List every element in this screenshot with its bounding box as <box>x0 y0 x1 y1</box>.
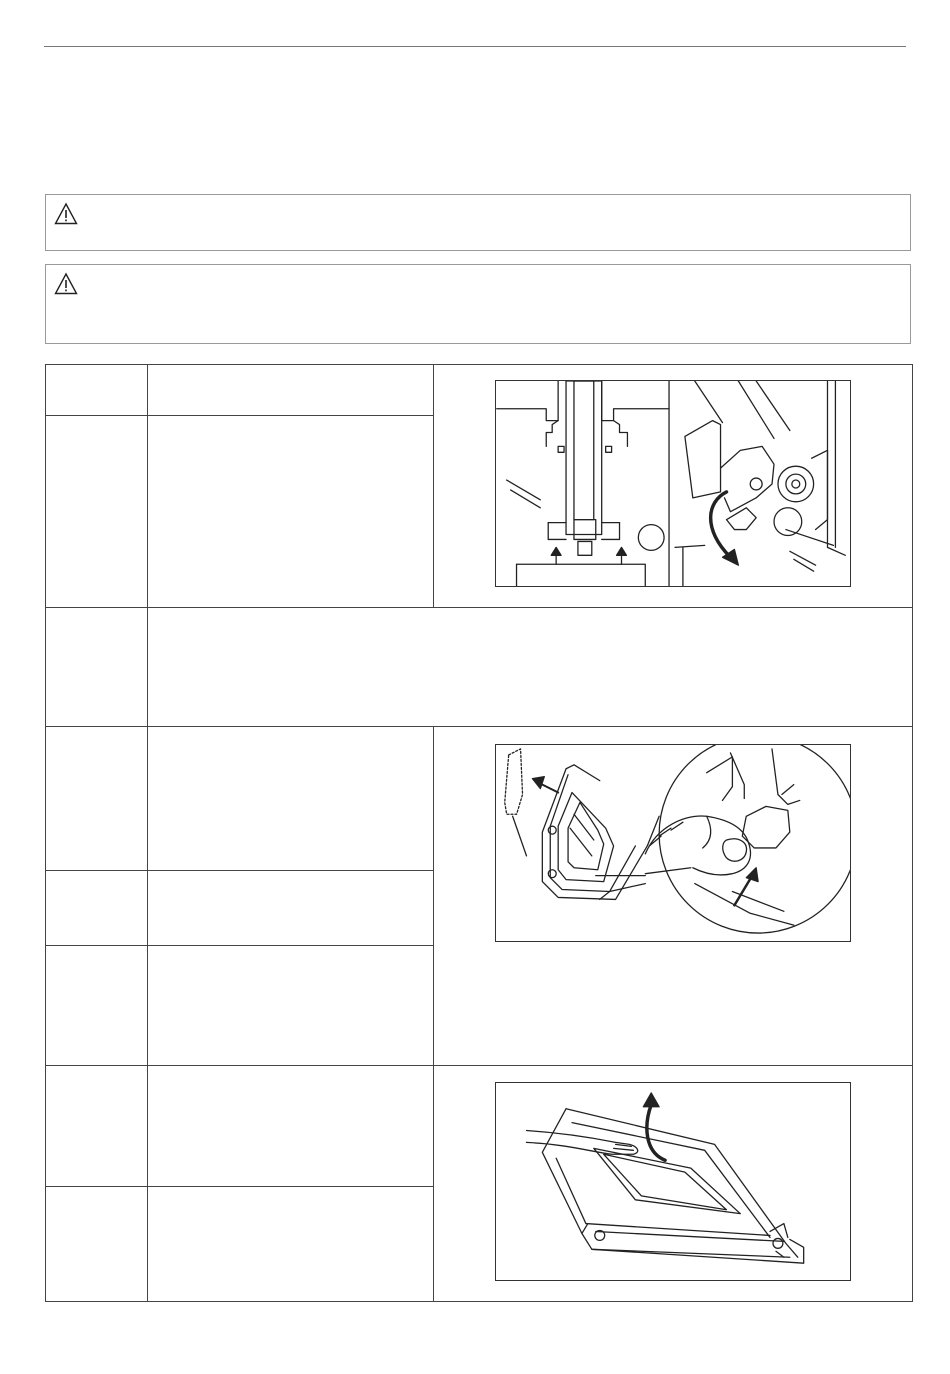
row-divider <box>46 607 912 608</box>
warning-triangle-icon <box>54 202 78 226</box>
row-divider <box>46 870 434 871</box>
warning-box-2 <box>45 264 911 344</box>
column-divider-figure-1 <box>433 365 434 608</box>
column-divider-figure-2 <box>433 727 434 1301</box>
header-rule <box>44 46 906 47</box>
warning-triangle-icon <box>54 272 78 296</box>
row-divider <box>46 1065 912 1066</box>
door-hinge-lock-illustration <box>495 380 851 587</box>
door-glass-lift-illustration <box>495 1082 851 1281</box>
column-divider-label <box>147 365 148 1301</box>
row-divider <box>46 415 434 416</box>
warning-box-1 <box>45 194 911 251</box>
row-divider <box>46 945 434 946</box>
door-panel-removal-illustration <box>495 744 851 942</box>
row-divider <box>46 1186 434 1187</box>
row-divider <box>46 726 912 727</box>
